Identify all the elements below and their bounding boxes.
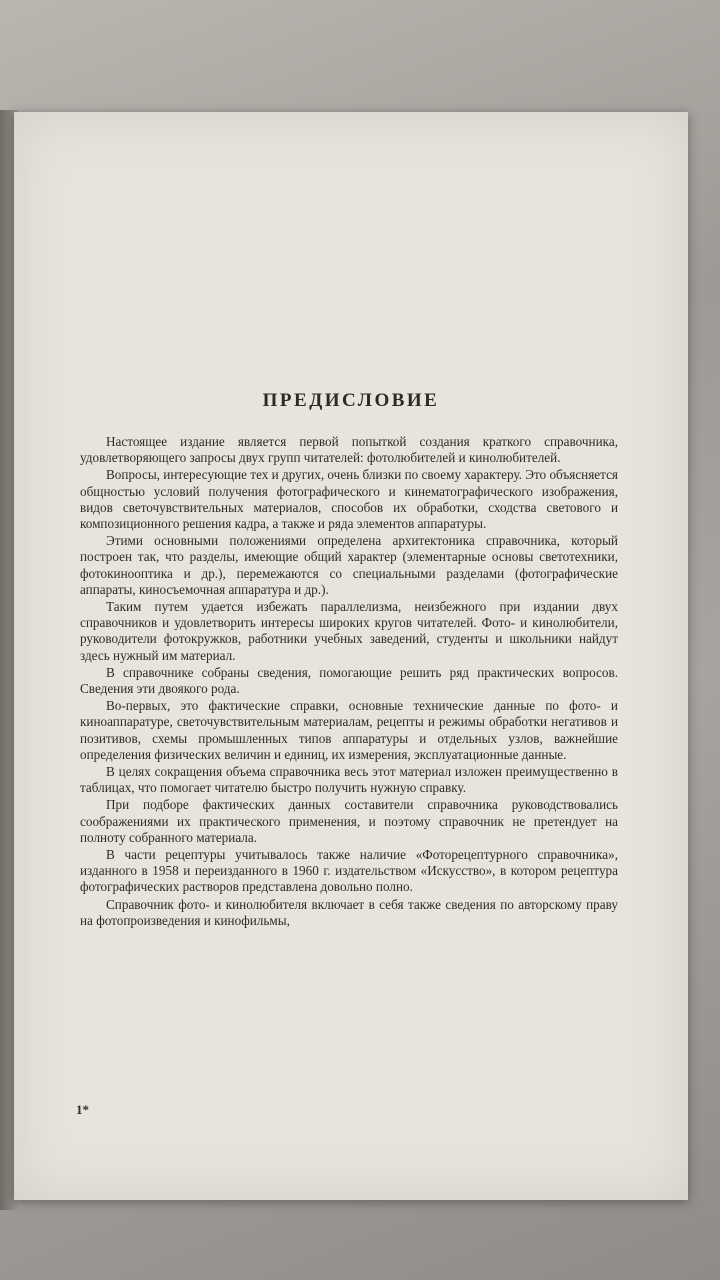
paragraph: Вопросы, интересующие тех и других, очень близки по своему характеру. Это объясняется общностью условий получения фотографического и кинематографического изображения, видов светочувствительных материалов, способов их обработки, сходства светового и композиционного решения кадра, а также и ряда элементов аппаратуры.	[80, 467, 618, 532]
paragraph: В целях сокращения объема справочника весь этот материал изложен преимущественно в таблицах, что помогает читателю быстро получить нужную справку.	[80, 764, 618, 796]
paragraph: В справочнике собраны сведения, помогающие решить ряд практических вопросов. Сведения эти двоякого рода.	[80, 664, 618, 697]
book-page	[14, 112, 688, 1200]
signature-mark: 1*	[76, 1102, 89, 1117]
paragraph: Справочник фото- и кинолюбителя включает в себя также сведения по авторскому праву на фотопроизведения и кинофильмы,	[80, 896, 618, 928]
paragraph: В части рецептуры учитывалось также наличие «Фоторецептурного справочника», изданного в 1958 и переизданного в 1960 г. издательством «Искусство», в котором рецептура фотографических растворов представлена довольно полно.	[80, 847, 618, 895]
paragraph: Таким путем удается избежать параллелизма, неизбежного при издании двух справочников и удовлетворить интересы широких кругов читателей. Фото- и кинолюбители, руководители фотокружков, работники учебных заведений, студенты и школьники найдут здесь нужный им материал.	[80, 599, 618, 663]
preface-text	[80, 434, 618, 929]
paragraph: Настоящее издание является первой попыткой создания краткого справочника, удовлетворяющего запросы двух групп читателей: фотолюбителей и кинолюбителей.	[80, 434, 618, 466]
paragraph: Во-первых, это фактические справки, основные технические данные по фото- и киноаппаратуре, светочувствительным материалам, рецепты и режимы обработки негативов и позитивов, схемы промышленных типов аппаратуры и отдельных узлов, важнейшие определения физических величин и единиц, их измерения, эксплуатационные данные.	[80, 698, 618, 762]
paragraph: Этими основными положениями определена архитектоника справочника, который построен так, что разделы, имеющие общий характер (элементарные основы светотехники, фотокинооптика и др.), перемежаются со специальными разделами (фотографические аппараты, киносъемочная аппаратура и др.).	[80, 533, 618, 597]
page-title: ПРЕДИСЛОВИЕ	[262, 390, 440, 411]
paragraph: При подборе фактических данных составители справочника руководствовались соображениями их практического применения, и поэтому справочник не претендует на полноту собранного материала.	[80, 797, 618, 845]
